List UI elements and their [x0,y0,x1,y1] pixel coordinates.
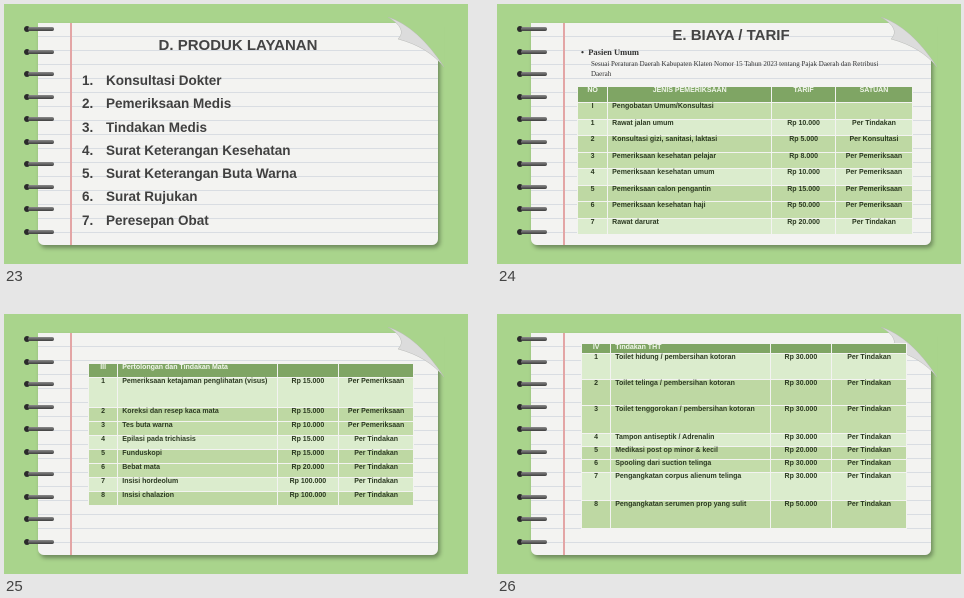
table-cell: Rp 15.000 [277,436,339,450]
table-row [89,408,414,422]
table-cell: Rp 50.000 [772,202,836,219]
table-cell: Insisi hordeolum [118,478,277,492]
table-cell: Pemeriksaan kesehatan umum [608,169,772,186]
spiral-ring [517,494,549,500]
spiral-ring [24,116,56,122]
table-row [89,478,414,492]
table-row [582,460,907,473]
table-cell: 4 [89,436,118,450]
spiral-ring [517,161,549,167]
table-cell: Per Pemeriksaan [339,378,414,408]
spiral-ring [24,206,56,212]
table-row [582,447,907,460]
table-cell [772,103,836,120]
spiral-ring [24,26,56,32]
list-item: 6. Surat Rujukan [82,189,198,205]
table-cell: Per Tindakan [832,434,907,447]
notebook-paper [38,333,438,555]
table-cell: Per Tindakan [339,450,414,464]
spiral-ring [517,94,549,100]
table-cell: III [89,364,118,378]
table-cell: Pemeriksaan ketajaman penglihatan (visus) [118,378,277,408]
spiral-ring [24,381,56,387]
bullet-heading: • Pasien Umum [581,47,639,57]
table-cell: Pengobatan Umum/Konsultasi [608,103,772,120]
spiral-binding-icon [517,336,553,556]
table-cell [339,364,414,378]
spiral-ring [24,539,56,545]
slide-title: E. BIAYA / TARIF [672,27,790,44]
table-row [89,492,414,506]
table-cell: Rp 30.000 [770,380,832,406]
table-cell: 3 [582,406,611,434]
table-cell: Insisi chalazion [118,492,277,506]
table-cell: Rawat jalan umum [608,119,772,136]
table-cell: Rp 30.000 [770,434,832,447]
spiral-ring [517,184,549,190]
table-cell: Spooling dari suction telinga [611,460,770,473]
table-cell [832,344,907,354]
notebook-paper [531,333,931,555]
table-row [578,169,913,186]
slide-title: D. PRODUK LAYANAN [158,37,318,54]
table-cell: Rp 30.000 [770,460,832,473]
table-cell: Per Tindakan [832,447,907,460]
spiral-ring [517,404,549,410]
margin-line [70,333,72,555]
table-cell: 8 [582,501,611,529]
table-header-cell: JENIS PEMERIKSAAN [608,87,772,103]
table-cell: Per Tindakan [835,218,912,235]
table-cell: Pengangkatan corpus alienum telinga [611,473,770,501]
margin-line [70,23,72,245]
table-cell: Per Pemeriksaan [835,169,912,186]
table-cell: Per Tindakan [339,492,414,506]
table-cell: Toilet hidung / pembersihan kotoran [611,354,770,380]
table-cell: Per Pemeriksaan [835,152,912,169]
spiral-ring [517,426,549,432]
spiral-ring [24,516,56,522]
table-cell: Rp 100.000 [277,492,339,506]
table-cell: I [578,103,608,120]
table-cell: Konsultasi gizi, sanitasi, laktasi [608,136,772,153]
table-cell: Toilet telinga / pembersihan kotoran [611,380,770,406]
table-cell: Per Tindakan [832,473,907,501]
table-cell: Rp 30.000 [770,406,832,434]
slide-number: 23 [6,268,23,285]
table-cell: Rp 20.000 [277,464,339,478]
table-cell: Per Pemeriksaan [835,202,912,219]
spiral-ring [24,359,56,365]
list-item: 5. Surat Keterangan Buta Warna [82,166,297,182]
table-cell: Per Tindakan [832,406,907,434]
table-row [582,354,907,380]
table-cell: Pertolongan dan Tindakan Mata [118,364,277,378]
table-cell: Bebat mata [118,464,277,478]
notebook-paper [38,23,438,245]
regulation-note: Sesuai Peraturan Daerah Kabupaten Klaten Nomor 15 Tahun 2023 tentang Pajak Daerah dan Retribusi Daerah [591,60,879,78]
table-cell: Per Tindakan [339,478,414,492]
spiral-ring [517,229,549,235]
table-cell: Rp 30.000 [770,354,832,380]
table-cell: Rp 5.000 [772,136,836,153]
notebook-paper [531,23,931,245]
table-row [578,152,913,169]
table-cell: Rp 10.000 [277,422,339,436]
spiral-ring [24,426,56,432]
table-cell: IV [582,344,611,354]
spiral-binding-icon [24,336,60,556]
table-row [89,422,414,436]
table-cell [835,103,912,120]
table-cell: Rp 15.000 [277,378,339,408]
spiral-ring [24,229,56,235]
spiral-ring [24,139,56,145]
table-cell: 8 [89,492,118,506]
table-cell: 1 [578,119,608,136]
table-cell: Rawat darurat [608,218,772,235]
spiral-ring [517,359,549,365]
table-cell: 7 [582,473,611,501]
table-cell: Rp 15.000 [772,185,836,202]
table-cell: Per Tindakan [835,119,912,136]
slide-number: 25 [6,578,23,595]
table-cell: Rp 50.000 [770,501,832,529]
table-cell: 1 [89,378,118,408]
spiral-ring [24,161,56,167]
spiral-ring [517,539,549,545]
table-cell: 7 [89,478,118,492]
table-cell: Per Pemeriksaan [339,408,414,422]
table-cell: 5 [582,447,611,460]
spiral-ring [24,404,56,410]
table-cell: 4 [578,169,608,186]
table-cell: Pemeriksaan kesehatan haji [608,202,772,219]
spiral-ring [517,381,549,387]
table-cell: 2 [582,380,611,406]
table-cell: Per Tindakan [832,354,907,380]
list-item: 1. Konsultasi Dokter [82,73,222,88]
table-cell: Rp 100.000 [277,478,339,492]
table-cell: 6 [578,202,608,219]
spiral-ring [24,71,56,77]
spiral-ring [517,449,549,455]
table-cell: 6 [582,460,611,473]
table-cell: Toilet tenggorokan / pembersihan kotoran [611,406,770,434]
table-cell: 3 [578,152,608,169]
table-cell [277,364,339,378]
table-cell: 5 [89,450,118,464]
spiral-ring [517,471,549,477]
table-cell: Per Pemeriksaan [339,422,414,436]
table-cell: 6 [89,464,118,478]
table-cell: Per Pemeriksaan [835,185,912,202]
table-row [578,185,913,202]
slide-thumbnail-26[interactable] [497,314,961,574]
table-row [89,364,414,378]
table-cell: Per Konsultasi [835,136,912,153]
table-row [578,119,913,136]
margin-line [563,23,565,245]
spiral-binding-icon [24,26,60,246]
table-row [582,434,907,447]
table-row [578,103,913,120]
slide-number: 26 [499,578,516,595]
service-list [82,73,297,236]
spiral-ring [517,116,549,122]
table-cell: Rp 30.000 [770,473,832,501]
table-row [582,344,907,354]
slide-thumbnail-24[interactable] [497,4,961,264]
table-cell: Koreksi dan resep kaca mata [118,408,277,422]
table-cell: Pemeriksaan kesehatan pelajar [608,152,772,169]
table-cell: Pengangkatan serumen prop yang sulit [611,501,770,529]
spiral-ring [517,26,549,32]
table-cell: Rp 8.000 [772,152,836,169]
table-row [582,380,907,406]
spiral-ring [24,184,56,190]
table-cell: Funduskopi [118,450,277,464]
table-row [578,136,913,153]
table-cell: Rp 10.000 [772,119,836,136]
table-cell: 1 [582,354,611,380]
table-cell: 7 [578,218,608,235]
table-cell [770,344,832,354]
spiral-ring [24,471,56,477]
table-cell: Pemeriksaan calon pengantin [608,185,772,202]
table-cell: Tindakan THT [611,344,770,354]
table-cell: Epilasi pada trichiasis [118,436,277,450]
spiral-ring [517,336,549,342]
spiral-ring [24,494,56,500]
table-cell: Per Tindakan [339,436,414,450]
table-header-row [578,87,913,103]
slide-thumbnail-23[interactable] [4,4,468,264]
eye-procedure-table [88,363,414,506]
list-item: 7. Peresepan Obat [82,212,209,228]
spiral-ring [517,139,549,145]
table-cell: Rp 20.000 [772,218,836,235]
table-cell: Tampon antiseptik / Adrenalin [611,434,770,447]
table-cell: Rp 15.000 [277,450,339,464]
spiral-ring [24,336,56,342]
table-header-cell: SATUAN [835,87,912,103]
table-header-cell: TARIF [772,87,836,103]
tariff-table [577,86,913,235]
table-cell: 4 [582,434,611,447]
table-row [89,378,414,408]
spiral-ring [517,206,549,212]
spiral-ring [24,94,56,100]
spiral-binding-icon [517,26,553,246]
list-item: 2. Pemeriksaan Medis [82,96,232,112]
spiral-ring [517,71,549,77]
spiral-ring [24,49,56,55]
tht-procedure-table [581,343,907,529]
slide-thumbnail-25[interactable] [4,314,468,574]
table-cell: Per Tindakan [832,380,907,406]
table-cell: 3 [89,422,118,436]
table-row [89,450,414,464]
table-cell: 5 [578,185,608,202]
table-cell: 2 [89,408,118,422]
table-cell: Rp 20.000 [770,447,832,460]
table-row [578,202,913,219]
list-item: 3. Tindakan Medis [82,119,208,135]
table-row [89,464,414,478]
table-row [582,406,907,434]
table-cell: Tes buta warna [118,422,277,436]
table-header-cell: NO [578,87,608,103]
spiral-ring [517,516,549,522]
table-cell: Per Tindakan [339,464,414,478]
list-item: 4. Surat Keterangan Kesehatan [82,142,291,158]
table-cell: Rp 15.000 [277,408,339,422]
table-cell: Rp 10.000 [772,169,836,186]
table-row [578,218,913,235]
table-row [582,501,907,529]
table-row [89,436,414,450]
table-cell: Per Tindakan [832,460,907,473]
spiral-ring [24,449,56,455]
table-cell: 2 [578,136,608,153]
spiral-ring [517,49,549,55]
margin-line [563,333,565,555]
table-row [582,473,907,501]
slide-number: 24 [499,268,516,285]
table-cell: Per Tindakan [832,501,907,529]
table-cell: Medikasi post op minor & kecil [611,447,770,460]
